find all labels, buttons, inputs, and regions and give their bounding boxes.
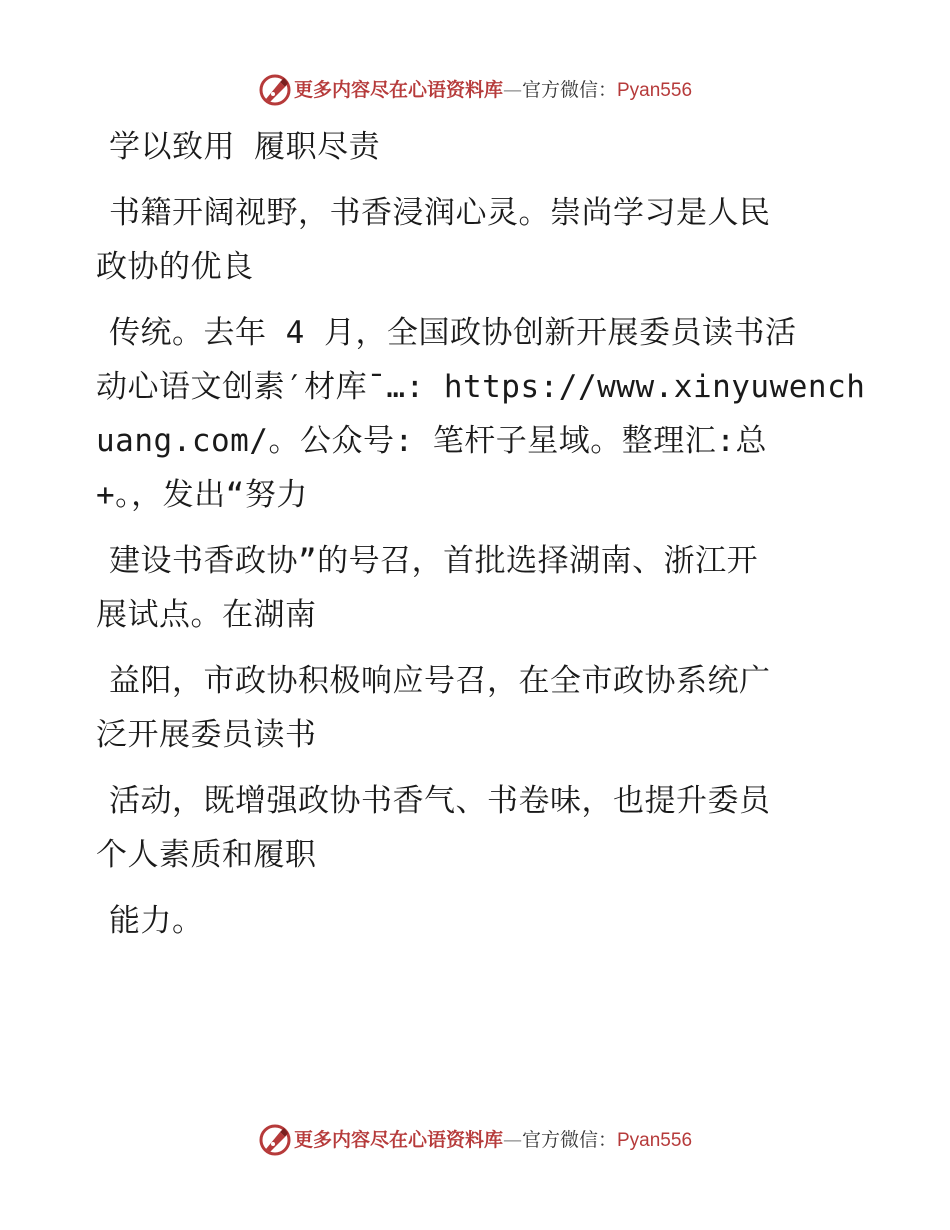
red-pen-nib-logo-icon xyxy=(258,1123,292,1157)
paragraph xyxy=(96,894,886,948)
separator-dash: — xyxy=(502,1128,522,1151)
wechat-id: Pyan556 xyxy=(617,79,693,101)
text-line: 个人素质和履职 xyxy=(96,837,317,873)
text-line: 建设书香政协”的号召，首批选择湖南、浙江开 xyxy=(109,543,759,579)
document-body xyxy=(96,120,886,948)
text-line: 书籍开阔视野，书香浸润心灵。崇尚学习是人民 xyxy=(109,195,771,231)
separator-dash: — xyxy=(502,78,522,101)
paragraph xyxy=(96,306,886,522)
red-pen-nib-logo-icon xyxy=(258,73,292,107)
site-name: 更多内容尽在心语资料库 xyxy=(293,78,503,101)
text-line: +。，发出“努力 xyxy=(96,477,308,513)
text-line: uang.com/。公众号: 笔杆子星域。整理汇:总 xyxy=(96,423,767,459)
text-line: 能力。 xyxy=(109,903,204,939)
text-line: 政协的优良 xyxy=(96,249,254,285)
text-line: 泛开展委员读书 xyxy=(96,717,317,753)
header-banner xyxy=(0,70,950,110)
text-line: 动心语文创素′材库¯…: https://www.xinyuwench xyxy=(96,369,866,405)
text-line: 益阳，市政协积极响应号召，在全市政协系统广 xyxy=(109,663,771,699)
paragraph xyxy=(96,774,886,882)
footer-banner xyxy=(0,1120,950,1160)
text-line: 展试点。在湖南 xyxy=(96,597,317,633)
site-name: 更多内容尽在心语资料库 xyxy=(293,1128,503,1151)
document-title: 学以致用 履职尽责 xyxy=(109,129,381,165)
paragraph xyxy=(96,654,886,762)
wechat-label: 官方微信： xyxy=(521,78,617,101)
wechat-label: 官方微信： xyxy=(521,1128,617,1151)
paragraph xyxy=(96,534,886,642)
text-line: 传统。去年 4 月，全国政协创新开展委员读书活 xyxy=(109,315,797,351)
text-line: 活动，既增强政协书香气、书卷味，也提升委员 xyxy=(109,783,771,819)
wechat-id: Pyan556 xyxy=(617,1129,693,1151)
paragraph xyxy=(96,186,886,294)
